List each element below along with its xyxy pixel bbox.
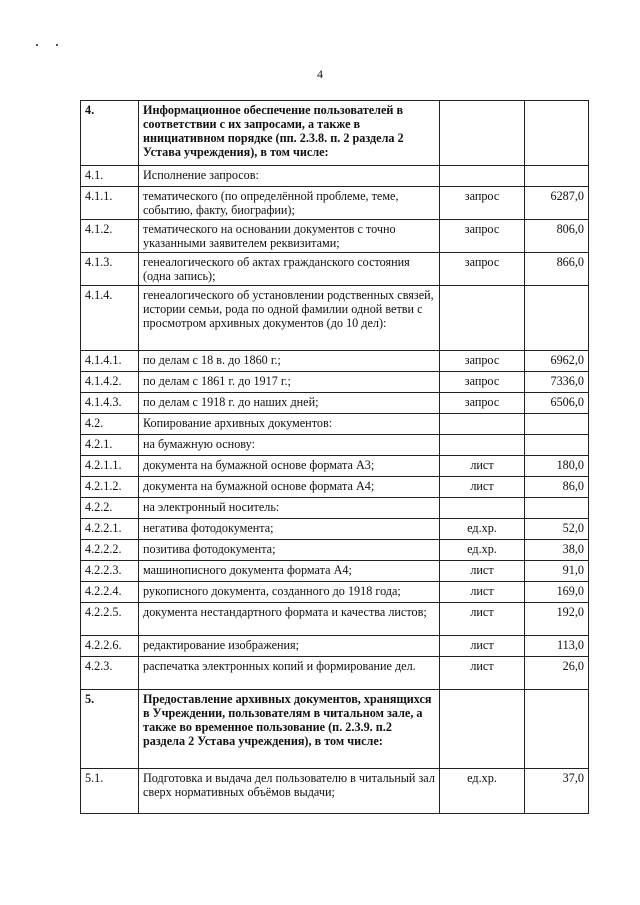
item-price: 7336,0 xyxy=(525,372,589,393)
item-number: 4. xyxy=(81,101,139,166)
table-row xyxy=(81,561,589,582)
item-price xyxy=(525,101,589,166)
table-row xyxy=(81,435,589,456)
item-number: 4.2.2. xyxy=(81,498,139,519)
item-price: 806,0 xyxy=(525,220,589,253)
item-price xyxy=(525,286,589,351)
item-unit xyxy=(440,435,525,456)
item-description: по делам с 1861 г. до 1917 г.; xyxy=(139,372,440,393)
table-row xyxy=(81,540,589,561)
item-description: Предоставление архивных документов, хранящихся в Учреждении, пользователям в читальном зале, а также во временное пользование (п. 2.3.9. п.2 раздела 2 Устава учреждения), в том числе: xyxy=(139,690,440,769)
item-price: 52,0 xyxy=(525,519,589,540)
table-row xyxy=(81,414,589,435)
table-row xyxy=(81,690,589,769)
item-number: 5. xyxy=(81,690,139,769)
item-price xyxy=(525,414,589,435)
table-row xyxy=(81,477,589,498)
item-unit xyxy=(440,498,525,519)
item-description: распечатка электронных копий и формирование дел. xyxy=(139,657,440,690)
item-description: рукописного документа, созданного до 1918 года; xyxy=(139,582,440,603)
table-row xyxy=(81,220,589,253)
item-description: по делам с 18 в. до 1860 г.; xyxy=(139,351,440,372)
item-unit: запрос xyxy=(440,351,525,372)
item-unit xyxy=(440,166,525,187)
item-unit: ед.хр. xyxy=(440,519,525,540)
table-row xyxy=(81,372,589,393)
item-number: 4.2.2.4. xyxy=(81,582,139,603)
item-unit xyxy=(440,286,525,351)
scan-dot xyxy=(56,44,58,46)
item-price: 6287,0 xyxy=(525,187,589,220)
table-row xyxy=(81,636,589,657)
item-price: 169,0 xyxy=(525,582,589,603)
item-unit: ед.хр. xyxy=(440,769,525,814)
table-row xyxy=(81,393,589,414)
item-description: тематического (по определённой проблеме, теме, событию, факту, биографии); xyxy=(139,187,440,220)
table-row xyxy=(81,101,589,166)
item-number: 4.2.2.6. xyxy=(81,636,139,657)
table-row xyxy=(81,187,589,220)
item-unit: лист xyxy=(440,456,525,477)
table-row xyxy=(81,769,589,814)
item-unit: ед.хр. xyxy=(440,540,525,561)
item-description: документа на бумажной основе формата А4; xyxy=(139,477,440,498)
item-number: 4.1.4. xyxy=(81,286,139,351)
item-description: на бумажную основу: xyxy=(139,435,440,456)
item-number: 4.2.2.1. xyxy=(81,519,139,540)
item-unit: запрос xyxy=(440,253,525,286)
item-number: 4.1.2. xyxy=(81,220,139,253)
item-unit: лист xyxy=(440,636,525,657)
item-price: 6506,0 xyxy=(525,393,589,414)
item-description: Исполнение запросов: xyxy=(139,166,440,187)
item-price: 91,0 xyxy=(525,561,589,582)
item-description: машинописного документа формата А4; xyxy=(139,561,440,582)
item-number: 4.2.1. xyxy=(81,435,139,456)
table-row xyxy=(81,603,589,636)
item-description: генеалогического об актах гражданского состояния (одна запись); xyxy=(139,253,440,286)
item-number: 4.2.1.1. xyxy=(81,456,139,477)
item-price: 113,0 xyxy=(525,636,589,657)
item-number: 4.2.2.3. xyxy=(81,561,139,582)
item-unit: лист xyxy=(440,582,525,603)
item-number: 4.2.1.2. xyxy=(81,477,139,498)
table-row xyxy=(81,286,589,351)
item-unit: лист xyxy=(440,561,525,582)
item-price: 866,0 xyxy=(525,253,589,286)
item-unit: запрос xyxy=(440,393,525,414)
item-number: 4.1.3. xyxy=(81,253,139,286)
scan-dot xyxy=(36,44,38,46)
item-number: 4.2. xyxy=(81,414,139,435)
item-price: 26,0 xyxy=(525,657,589,690)
table-row xyxy=(81,253,589,286)
item-description: позитива фотодокумента; xyxy=(139,540,440,561)
item-number: 4.1. xyxy=(81,166,139,187)
item-unit: лист xyxy=(440,477,525,498)
item-description: документа нестандартного формата и качества листов; xyxy=(139,603,440,636)
item-number: 4.1.4.1. xyxy=(81,351,139,372)
item-unit: запрос xyxy=(440,220,525,253)
item-number: 4.2.3. xyxy=(81,657,139,690)
item-price: 86,0 xyxy=(525,477,589,498)
item-unit xyxy=(440,690,525,769)
item-description: редактирование изображения; xyxy=(139,636,440,657)
table-row xyxy=(81,456,589,477)
item-price xyxy=(525,690,589,769)
item-unit xyxy=(440,414,525,435)
item-description: по делам с 1918 г. до наших дней; xyxy=(139,393,440,414)
item-number: 4.1.4.3. xyxy=(81,393,139,414)
item-description: Копирование архивных документов: xyxy=(139,414,440,435)
item-description: негатива фотодокумента; xyxy=(139,519,440,540)
item-number: 4.2.2.5. xyxy=(81,603,139,636)
table-row xyxy=(81,657,589,690)
item-price: 180,0 xyxy=(525,456,589,477)
item-price xyxy=(525,166,589,187)
item-unit: лист xyxy=(440,657,525,690)
item-number: 4.2.2.2. xyxy=(81,540,139,561)
table-row xyxy=(81,166,589,187)
item-number: 4.1.1. xyxy=(81,187,139,220)
page-number: 4 xyxy=(317,67,323,81)
item-price: 37,0 xyxy=(525,769,589,814)
item-description: Подготовка и выдача дел пользователю в читальный зал сверх нормативных объёмов выдачи; xyxy=(139,769,440,814)
item-unit xyxy=(440,101,525,166)
item-number: 4.1.4.2. xyxy=(81,372,139,393)
item-number: 5.1. xyxy=(81,769,139,814)
item-price: 192,0 xyxy=(525,603,589,636)
item-unit: запрос xyxy=(440,187,525,220)
item-description: тематического на основании документов с точно указанными заявителем реквизитами; xyxy=(139,220,440,253)
item-price: 38,0 xyxy=(525,540,589,561)
table-row xyxy=(81,582,589,603)
item-unit: запрос xyxy=(440,372,525,393)
table-row xyxy=(81,498,589,519)
item-description: документа на бумажной основе формата А3; xyxy=(139,456,440,477)
table-row xyxy=(81,351,589,372)
item-price xyxy=(525,498,589,519)
item-description: на электронный носитель: xyxy=(139,498,440,519)
table-row xyxy=(81,519,589,540)
tariff-table xyxy=(80,100,589,814)
item-price: 6962,0 xyxy=(525,351,589,372)
item-unit: лист xyxy=(440,603,525,636)
item-price xyxy=(525,435,589,456)
item-description: Информационное обеспечение пользователей в соответствии с их запросами, а также в инициативном порядке (пп. 2.3.8. п. 2 раздела 2 Устава учреждения), в том числе: xyxy=(139,101,440,166)
item-description: генеалогического об установлении родственных связей, истории семьи, рода по одной фамилии одной ветви с просмотром архивных документов (до 10 дел): xyxy=(139,286,440,351)
